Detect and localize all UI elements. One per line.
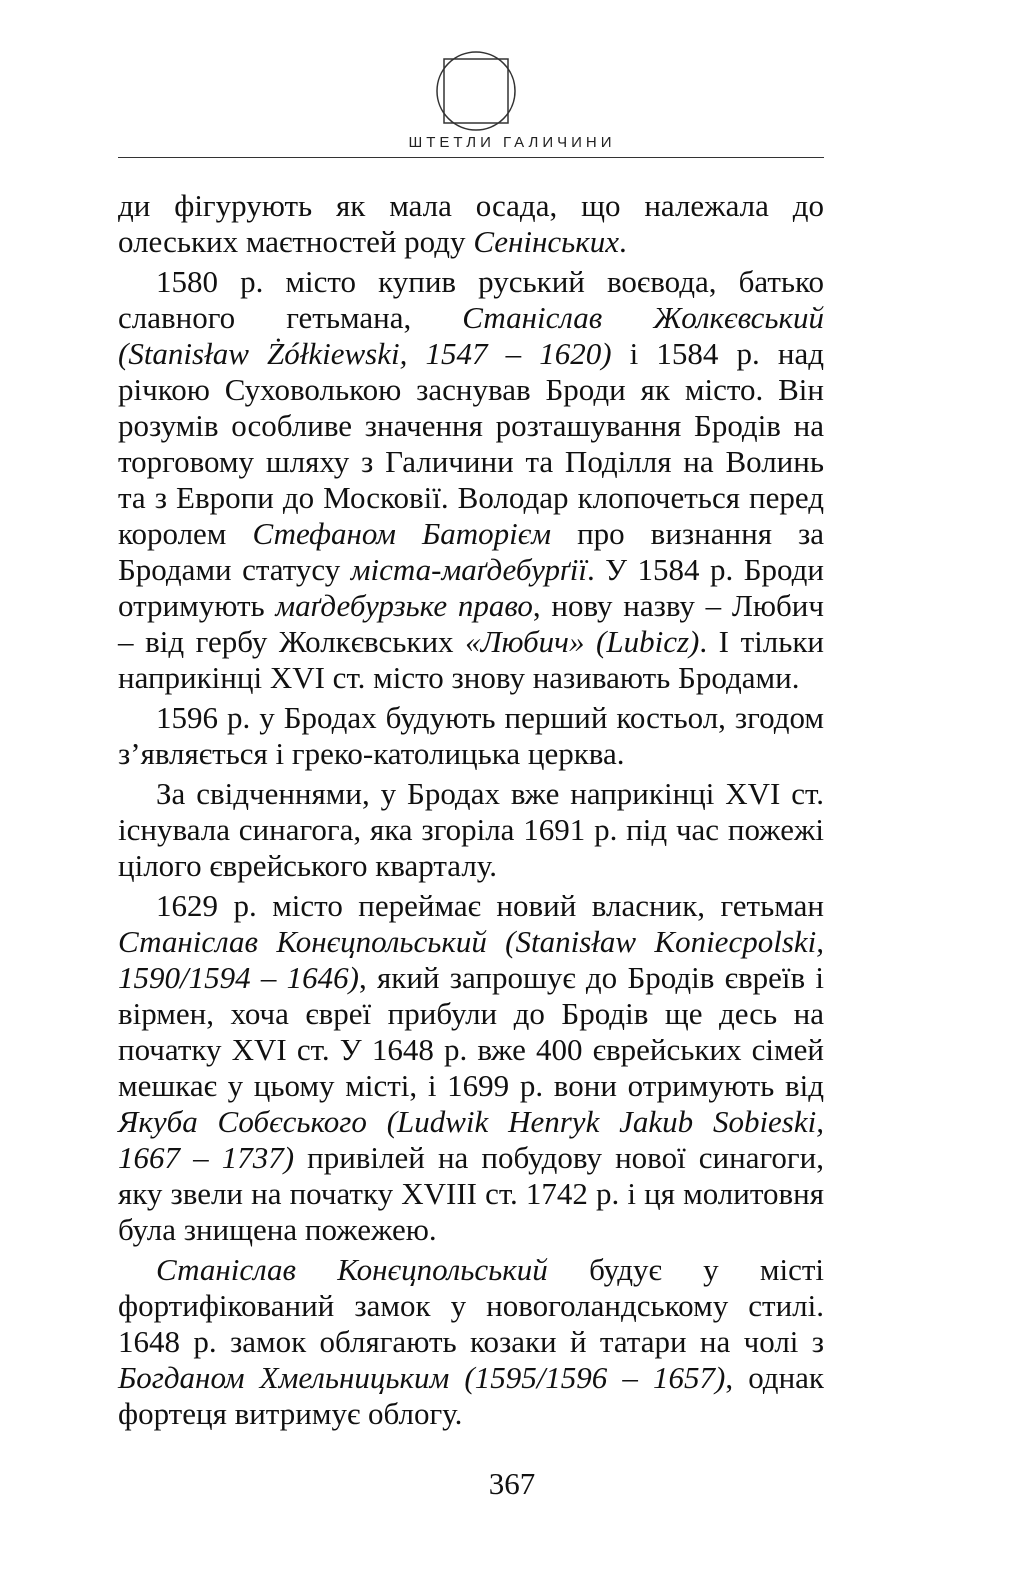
paragraph xyxy=(118,700,824,772)
paragraph xyxy=(118,776,824,884)
header-rule xyxy=(118,157,824,158)
running-head: ШТЕТЛИ ГАЛИЧИНИ xyxy=(408,134,616,151)
paragraph xyxy=(118,264,824,696)
text-run: . xyxy=(618,224,627,259)
italic-text: Станіслав Жолкєвський (Stanisław Żółkiewski, 1547 – 1620) xyxy=(118,300,824,371)
italic-text: Якуба Собєського (Ludwik Henryk Jakub Sobieski, 1667 – 1737) xyxy=(118,1104,824,1175)
text-run: будує у місті фортифікований замок у новоголандському стилі. 1648 р. замок облягають козаки й татари на чолі з xyxy=(118,1252,824,1359)
text-run: , однак фортеця витримує облогу. xyxy=(118,1360,824,1431)
text-run: і 1584 р. над річкою Суховолькою заснував Броди як місто. Він розумів особливе значення розташування Бродів на торговому шляху з Галичини та Поділля на Волинь та з Европи до Московії. Володар клопочеться перед королем xyxy=(118,336,824,551)
text-run: . У 1584 р. Броди отримують xyxy=(118,552,824,623)
text-run: 1596 р. у Бродах будують перший костьол, згодом з’являється і греко-католицька церква. xyxy=(118,700,824,771)
text-run: , який запрошує до Бродів євреїв і вірмен, хоча євреї прибули до Бродів ще десь на початку XVI ст. У 1648 р. вже 400 єврейських сімей мешкає у цьому місті, і 1699 р. вони отримують від xyxy=(118,960,824,1103)
text-run: 1629 р. місто переймає новий власник, гетьман xyxy=(156,888,824,923)
paragraph xyxy=(118,188,824,260)
text-run: За свідченнями, у Бродах вже наприкінці XVI ст. існувала синагога, яка згоріла 1691 р. під час пожежі цілого єврейського кварталу. xyxy=(118,776,824,883)
paragraph xyxy=(118,888,824,1248)
italic-text: Стефаном Баторієм xyxy=(252,516,552,551)
text-run: ди фігурують як мала осада, що належала до олеських маєтностей роду xyxy=(118,188,824,259)
italic-text: «Любич» (Lubicz) xyxy=(465,624,700,659)
italic-text: маґдебурзьке право xyxy=(275,588,533,623)
text-run: привілей на побудову нової синагоги, яку звели на початку XVIII ст. 1742 р. і ця молитовня була знищена пожежею. xyxy=(118,1140,824,1247)
italic-text: Станіслав Конєцпольський xyxy=(156,1252,548,1287)
paragraph xyxy=(118,1252,824,1432)
italic-text: міста-маґдебурґії xyxy=(350,552,587,587)
text-run: 1580 р. місто купив руський воєвода, батько славного гетьмана, xyxy=(118,264,824,335)
text-run: , нову назву – Любич – від гербу Жолкєвських xyxy=(118,588,824,659)
text-run: . І тільки наприкінці XVI ст. місто знову називають Бродами. xyxy=(118,624,825,695)
italic-text: Богданом Хмельницьким (1595/1596 – 1657) xyxy=(118,1360,726,1395)
italic-text: Сенінських xyxy=(473,224,619,259)
italic-text: Станіслав Конєцпольський (Stanisław Koniecpolski, 1590/1594 – 1646) xyxy=(118,924,824,995)
circle-square-emblem-icon xyxy=(435,50,517,132)
text-run: про визнання за Бродами статусу xyxy=(118,516,824,587)
body-text xyxy=(118,188,824,1432)
page-number: 367 xyxy=(488,1466,536,1501)
